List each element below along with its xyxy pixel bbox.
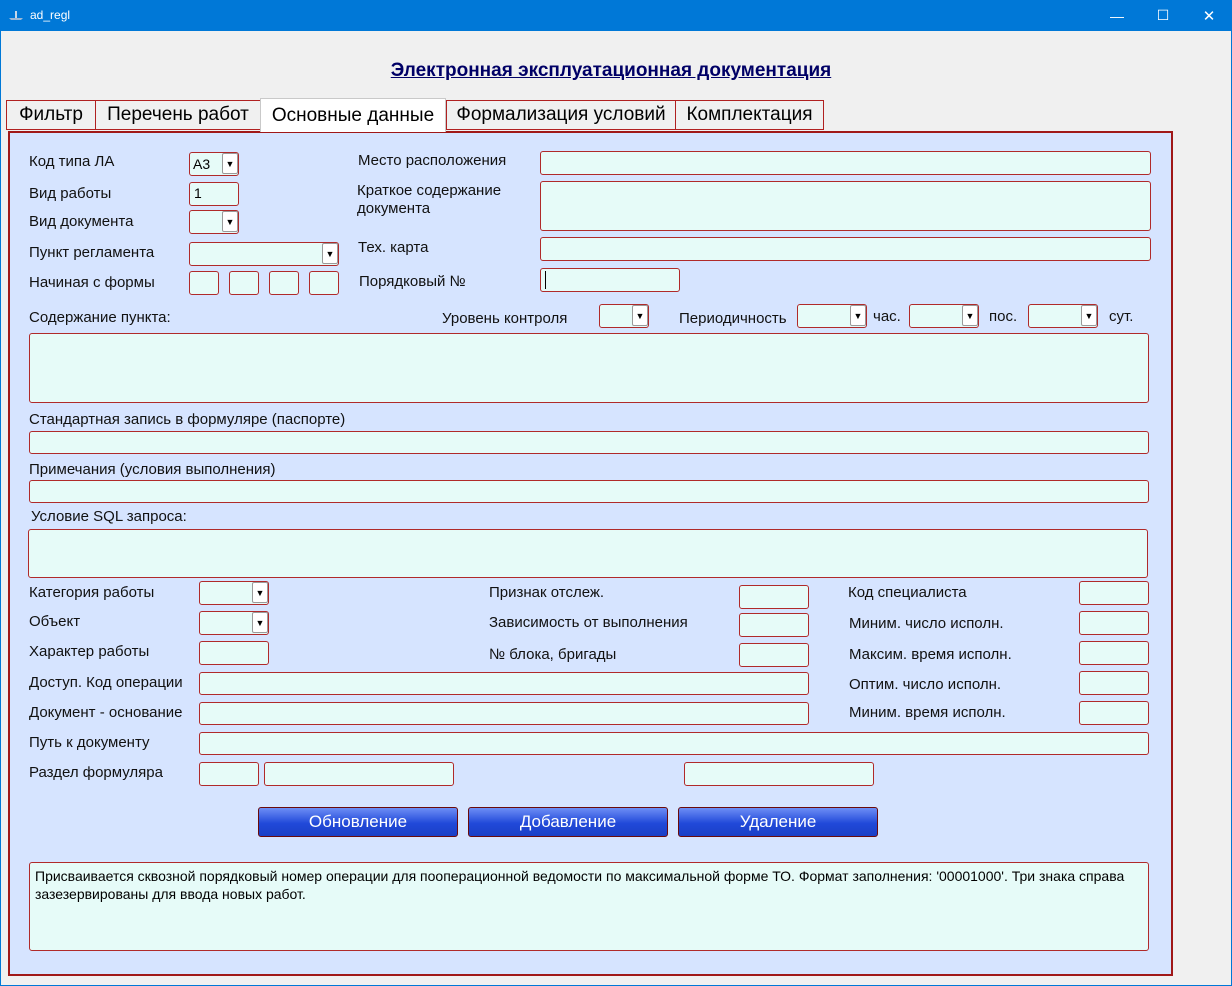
chevron-down-icon[interactable]: ▼ xyxy=(252,612,268,633)
chevron-down-icon[interactable]: ▼ xyxy=(252,582,268,603)
sql-label: Условие SQL запроса: xyxy=(31,508,187,525)
days-unit-label: сут. xyxy=(1109,308,1134,325)
min-count-field[interactable] xyxy=(1079,611,1149,635)
tab-main-data[interactable]: Основные данные xyxy=(260,98,446,132)
start-form-field-1[interactable] xyxy=(189,271,219,295)
dependency-field[interactable] xyxy=(739,613,809,637)
maximize-icon[interactable]: ☐ xyxy=(1156,7,1170,23)
summary-field[interactable] xyxy=(540,181,1151,231)
start-form-field-2[interactable] xyxy=(229,271,259,295)
doc-path-label: Путь к документу xyxy=(29,734,150,751)
reg-item-select[interactable] xyxy=(189,242,339,266)
seq-no-label: Порядковый № xyxy=(359,273,466,290)
tab-filter[interactable]: Фильтр xyxy=(6,100,96,130)
max-time-field[interactable] xyxy=(1079,641,1149,665)
notes-field[interactable] xyxy=(29,480,1149,503)
op-code-label: Доступ. Код операции xyxy=(29,674,183,691)
work-nature-field[interactable] xyxy=(199,641,269,665)
std-record-label: Стандартная запись в формуляре (паспорте) xyxy=(29,411,346,428)
chevron-down-icon[interactable]: ▼ xyxy=(850,305,866,326)
form-section-field-3[interactable] xyxy=(684,762,874,786)
spec-code-field[interactable] xyxy=(1079,581,1149,605)
object-label: Объект xyxy=(29,613,81,630)
start-form-field-3[interactable] xyxy=(269,271,299,295)
item-content-label: Содержание пункта: xyxy=(29,309,171,326)
periodicity-label: Периодичность xyxy=(679,310,787,327)
doc-kind-label: Вид документа xyxy=(29,213,134,230)
tracking-field[interactable] xyxy=(739,585,809,609)
min-time-label: Миним. время исполн. xyxy=(849,704,1006,721)
basis-doc-label: Документ - основание xyxy=(29,704,183,721)
window-title: ad_regl xyxy=(30,8,71,22)
item-content-field[interactable] xyxy=(29,333,1149,403)
page-title: Электронная эксплуатационная документация xyxy=(390,60,832,81)
dependency-label: Зависимость от выполнения xyxy=(489,614,688,631)
form-section-label: Раздел формуляра xyxy=(29,764,163,781)
tech-card-label: Тех. карта xyxy=(358,239,429,256)
work-nature-label: Характер работы xyxy=(29,643,150,660)
tech-card-field[interactable] xyxy=(540,237,1151,261)
location-field[interactable] xyxy=(540,151,1151,175)
reg-item-label: Пункт регламента xyxy=(29,244,155,261)
seq-no-field[interactable] xyxy=(540,268,680,292)
spec-code-label: Код специалиста xyxy=(848,584,967,601)
min-count-label: Миним. число исполн. xyxy=(849,615,1004,632)
form-section-field-1[interactable] xyxy=(199,762,259,786)
min-time-field[interactable] xyxy=(1079,701,1149,725)
location-label: Место расположения xyxy=(358,152,507,169)
opt-count-field[interactable] xyxy=(1079,671,1149,695)
close-icon[interactable]: ✕ xyxy=(1202,7,1216,25)
work-kind-field[interactable]: 1 xyxy=(189,182,239,206)
max-time-label: Максим. время исполн. xyxy=(849,646,1012,663)
start-form-label: Начиная с формы xyxy=(29,274,155,291)
tab-equipment[interactable]: Комплектация xyxy=(675,100,824,130)
chevron-down-icon[interactable]: ▼ xyxy=(322,243,338,264)
text-cursor xyxy=(545,271,546,289)
block-field[interactable] xyxy=(739,643,809,667)
hours-unit-label: час. xyxy=(873,308,901,325)
work-category-label: Категория работы xyxy=(29,584,155,601)
doc-path-field[interactable] xyxy=(199,732,1149,755)
summary-label: Краткое содержание документа xyxy=(357,182,502,217)
hint-text-area[interactable]: Присваивается сквозной порядковый номер операции для пооперационной ведомости по максимальной форме ТО. Формат заполнения: '00001000'. Три знака справа зазезервированы для ввода новых работ. xyxy=(29,862,1149,951)
block-label: № блока, бригады xyxy=(489,646,617,663)
app-icon xyxy=(8,8,24,22)
control-level-label: Уровень контроля xyxy=(442,310,568,327)
minimize-icon[interactable]: — xyxy=(1110,7,1124,24)
std-record-field[interactable] xyxy=(29,431,1149,454)
tab-works-list[interactable]: Перечень работ xyxy=(95,100,261,130)
chevron-down-icon[interactable]: ▼ xyxy=(632,305,648,326)
notes-label: Примечания (условия выполнения) xyxy=(29,461,276,478)
sql-field[interactable] xyxy=(28,529,1148,578)
start-form-field-4[interactable] xyxy=(309,271,339,295)
tracking-label: Признак отслеж. xyxy=(489,584,605,601)
tab-formalization[interactable]: Формализация условий xyxy=(446,100,676,130)
chevron-down-icon[interactable]: ▼ xyxy=(962,305,978,326)
add-button[interactable]: Добавление xyxy=(468,807,668,837)
update-button[interactable]: Обновление xyxy=(258,807,458,837)
delete-button[interactable]: Удаление xyxy=(678,807,878,837)
title-bar xyxy=(0,0,1232,31)
op-code-field[interactable] xyxy=(199,672,809,695)
work-kind-label: Вид работы xyxy=(29,185,112,202)
opt-count-label: Оптим. число исполн. xyxy=(849,676,1002,693)
landings-unit-label: пос. xyxy=(989,308,1018,325)
basis-doc-field[interactable] xyxy=(199,702,809,725)
chevron-down-icon[interactable]: ▼ xyxy=(1081,305,1097,326)
chevron-down-icon[interactable]: ▼ xyxy=(222,211,238,232)
type-code-label: Код типа ЛА xyxy=(29,153,115,170)
form-section-field-2[interactable] xyxy=(264,762,454,786)
type-code-value: А3 xyxy=(193,156,211,172)
chevron-down-icon[interactable]: ▼ xyxy=(222,153,238,174)
